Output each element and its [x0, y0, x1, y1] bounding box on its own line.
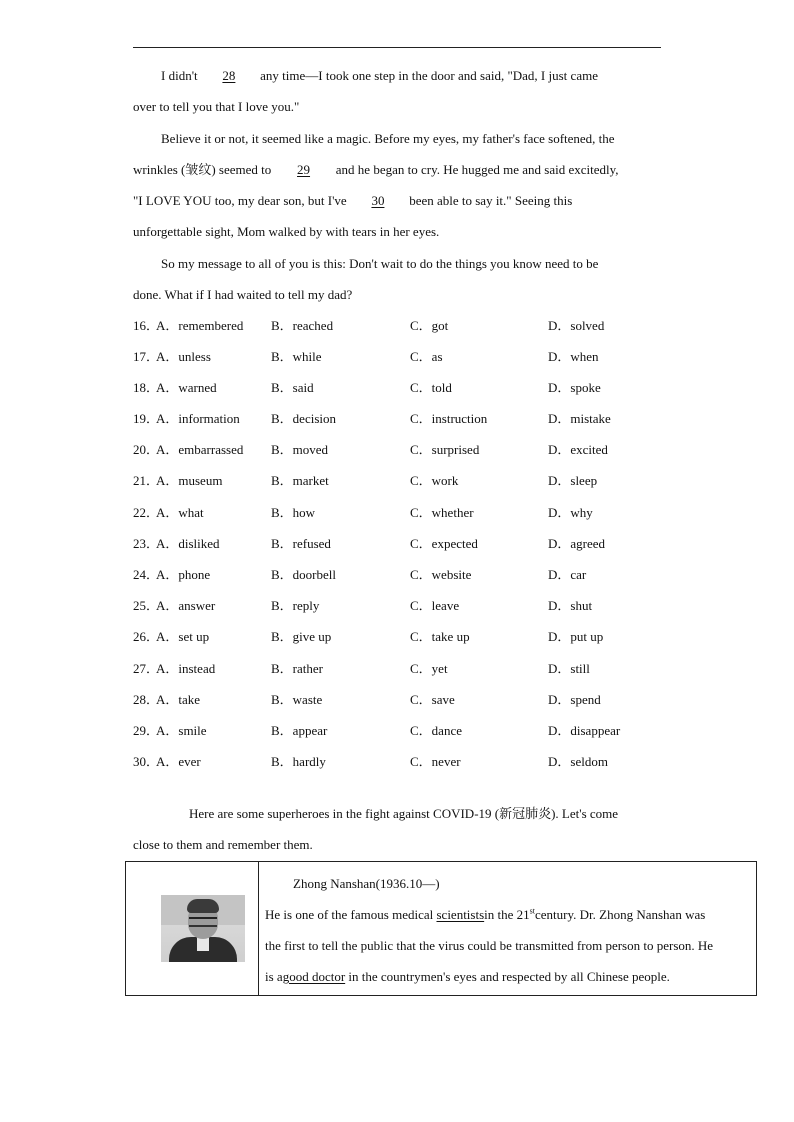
- passage-line: unforgettable sight, Mom walked by with tears in her eyes.: [133, 224, 440, 239]
- passage-text: I didn't: [161, 68, 198, 83]
- option-c: C．instruction: [410, 411, 488, 426]
- option-d: D．still: [548, 661, 590, 676]
- option-d: D．sleep: [548, 473, 598, 488]
- passage-text: any time—I took one step in the door and said, "Dad, I just came: [260, 68, 598, 83]
- table-divider: [258, 862, 259, 995]
- option-d: D．put up: [548, 629, 604, 644]
- option-c: C．surprised: [410, 442, 480, 457]
- option-c: C．yet: [410, 661, 448, 676]
- option-a: A．information: [156, 411, 240, 426]
- blank-29: 29: [297, 162, 311, 177]
- option-b: B．how: [271, 505, 316, 520]
- option-b: B．reply: [271, 598, 320, 613]
- question-number: 20．: [133, 442, 160, 457]
- option-b: B．while: [271, 349, 322, 364]
- hero-text: is a: [265, 969, 283, 984]
- option-b: B．doorbell: [271, 567, 336, 582]
- option-a: A．set up: [156, 629, 210, 644]
- option-c: C．got: [410, 318, 449, 333]
- option-a: A．ever: [156, 754, 201, 769]
- photo-hair: [187, 899, 219, 913]
- hero-table: [125, 861, 757, 996]
- blank-28: 28: [222, 68, 236, 83]
- hero-text: in the 21: [484, 907, 530, 922]
- photo-collar: [197, 937, 209, 951]
- hero-desc-line: [265, 969, 670, 985]
- hero-text: He is one of the famous medical: [265, 907, 437, 922]
- option-d: D．car: [548, 567, 587, 582]
- passage-line: So my message to all of you is this: Don't wait to do the things you know need to be: [161, 256, 599, 271]
- option-b: B．moved: [271, 442, 329, 457]
- question-number: 25．: [133, 598, 160, 613]
- question-number: 16．: [133, 318, 160, 333]
- option-b: B．rather: [271, 661, 323, 676]
- passage-line: over to tell you that I love you.": [133, 99, 300, 114]
- header-rule: [133, 47, 661, 48]
- passage-text: wrinkles (皱纹) seemed to: [133, 162, 272, 177]
- option-b: B．said: [271, 380, 314, 395]
- blank-30: 30: [371, 193, 385, 208]
- passage-line: [161, 68, 598, 84]
- option-c: C．take up: [410, 629, 470, 644]
- option-c: C．dance: [410, 723, 462, 738]
- option-d: D．solved: [548, 318, 605, 333]
- intro-line: Here are some superheroes in the fight against COVID-19 (新冠肺炎). Let's come: [189, 806, 619, 821]
- option-b: B．refused: [271, 536, 331, 551]
- portrait-photo: [161, 895, 245, 962]
- question-number: 24．: [133, 567, 160, 582]
- question-number: 21．: [133, 473, 160, 488]
- question-number: 30．: [133, 754, 160, 769]
- option-b: B．decision: [271, 411, 336, 426]
- question-number: 28．: [133, 692, 160, 707]
- option-a: A．embarrassed: [156, 442, 244, 457]
- question-number: 26．: [133, 629, 160, 644]
- option-c: C．leave: [410, 598, 460, 613]
- question-number: 22．: [133, 505, 160, 520]
- option-a: A．museum: [156, 473, 223, 488]
- option-b: B．market: [271, 473, 329, 488]
- option-d: D．when: [548, 349, 599, 364]
- option-b: B．give up: [271, 629, 332, 644]
- question-number: 19．: [133, 411, 160, 426]
- option-d: D．spoke: [548, 380, 601, 395]
- passage-line: [133, 162, 619, 178]
- hero-text: century. Dr. Zhong Nanshan was: [535, 907, 706, 922]
- question-number: 27．: [133, 661, 160, 676]
- passage-line: [133, 193, 572, 209]
- option-a: A．unless: [156, 349, 211, 364]
- option-d: D．agreed: [548, 536, 606, 551]
- question-number: 18．: [133, 380, 160, 395]
- option-b: B．reached: [271, 318, 334, 333]
- option-b: B．waste: [271, 692, 323, 707]
- option-a: A．phone: [156, 567, 211, 582]
- option-c: C．work: [410, 473, 459, 488]
- option-a: A．what: [156, 505, 204, 520]
- hero-desc-line: the first to tell the public that the virus could be transmitted from person to person. He: [265, 938, 714, 953]
- option-c: C．website: [410, 567, 472, 582]
- option-a: A．take: [156, 692, 201, 707]
- hero-name: Zhong Nanshan(1936.10—): [293, 876, 440, 891]
- question-number: 23．: [133, 536, 160, 551]
- option-a: A．smile: [156, 723, 207, 738]
- option-d: D．seldom: [548, 754, 608, 769]
- option-d: D．shut: [548, 598, 593, 613]
- option-a: A．answer: [156, 598, 216, 613]
- underlined-text: good doctor: [282, 969, 346, 984]
- intro-line: close to them and remember them.: [133, 837, 313, 852]
- passage-text: "I LOVE YOU too, my dear son, but I've: [133, 193, 347, 208]
- underlined-text: scientists: [436, 907, 485, 922]
- passage-line: Believe it or not, it seemed like a magic. Before my eyes, my father's face softened, the: [161, 131, 615, 146]
- option-c: C．whether: [410, 505, 474, 520]
- passage-text: been able to say it." Seeing this: [409, 193, 573, 208]
- option-b: B．appear: [271, 723, 328, 738]
- option-c: C．told: [410, 380, 452, 395]
- option-d: D．why: [548, 505, 593, 520]
- option-c: C．never: [410, 754, 461, 769]
- option-a: A．instead: [156, 661, 216, 676]
- option-d: D．disappear: [548, 723, 621, 738]
- option-a: A．warned: [156, 380, 217, 395]
- hero-text: in the countrymen's eyes and respected by all Chinese people.: [345, 969, 670, 984]
- question-number: 17．: [133, 349, 160, 364]
- option-d: D．spend: [548, 692, 601, 707]
- passage-line: done. What if I had waited to tell my dad?: [133, 287, 353, 302]
- option-b: B．hardly: [271, 754, 326, 769]
- hero-desc-line: [265, 907, 705, 923]
- option-d: D．excited: [548, 442, 608, 457]
- option-c: C．expected: [410, 536, 478, 551]
- photo-glasses: [189, 917, 217, 927]
- option-d: D．mistake: [548, 411, 611, 426]
- superscript: st: [529, 906, 535, 916]
- option-c: C．as: [410, 349, 443, 364]
- passage-text: and he began to cry. He hugged me and said excitedly,: [335, 162, 619, 177]
- option-a: A．disliked: [156, 536, 220, 551]
- question-number: 29．: [133, 723, 160, 738]
- option-a: A．remembered: [156, 318, 244, 333]
- option-c: C．save: [410, 692, 455, 707]
